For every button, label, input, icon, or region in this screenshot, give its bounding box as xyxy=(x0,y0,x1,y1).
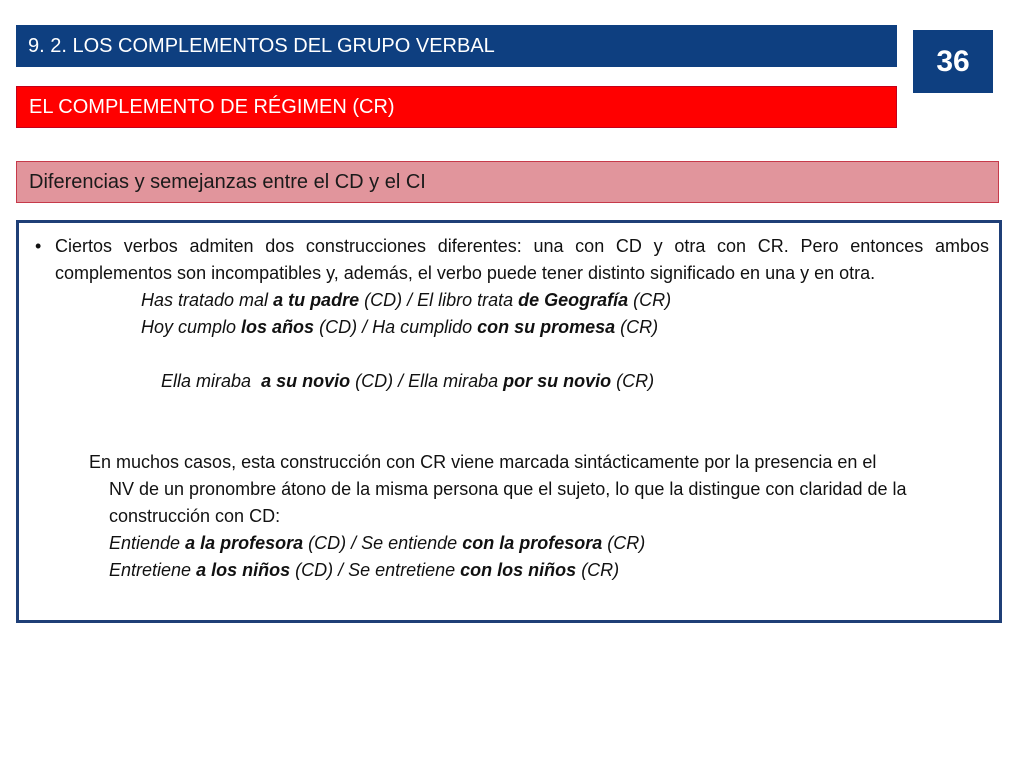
example-line xyxy=(29,557,989,584)
example-emphasis: a su novio xyxy=(261,371,351,391)
example-text: Entretiene xyxy=(109,560,197,580)
example-text: (CD) / Ella miraba xyxy=(350,371,504,391)
subtitle-title: EL COMPLEMENTO DE RÉGIMEN (CR) xyxy=(29,95,395,118)
example-text: (CR) xyxy=(576,560,620,580)
example-emphasis: con su promesa xyxy=(477,317,616,337)
example-text: (CD) / El libro trata xyxy=(359,290,519,310)
page-number: 36 xyxy=(936,44,970,78)
example-text: Hoy cumplo xyxy=(141,317,242,337)
example-line xyxy=(29,287,989,314)
paragraph-first-line: En muchos casos, esta construcción con CR viene marcada sintácticamente por la presencia en el xyxy=(89,452,877,472)
example-text: (CD) / Se entretiene xyxy=(290,560,461,580)
page-number-box xyxy=(913,30,993,93)
example-emphasis: de Geografía xyxy=(518,290,629,310)
example-emphasis: por su novio xyxy=(503,371,612,391)
example-emphasis: con la profesora xyxy=(462,533,603,553)
example-text: (CR) xyxy=(611,371,655,391)
example-emphasis: a la profesora xyxy=(185,533,304,553)
example-text: (CR) xyxy=(615,317,659,337)
example-emphasis: con los niños xyxy=(460,560,577,580)
section-header xyxy=(16,161,999,203)
example-text: Ella miraba xyxy=(161,371,262,391)
bullet-text: Ciertos verbos admiten dos construcciones diferentes: una con CD y otra con CR. Pero entonces ambos complementos son incompatibles y, además, el verbo puede tener distinto significado en una y en otra. xyxy=(55,236,989,283)
example-emphasis: a tu padre xyxy=(273,290,360,310)
example-text: Has tratado mal xyxy=(141,290,274,310)
example-emphasis: a los niños xyxy=(196,560,291,580)
header-title: 9. 2. LOS COMPLEMENTOS DEL GRUPO VERBAL xyxy=(28,34,495,57)
section-title: Diferencias y semejanzas entre el CD y el CI xyxy=(29,170,426,193)
bullet-item xyxy=(29,233,989,287)
example-text: (CD) / Ha cumplido xyxy=(314,317,478,337)
example-line xyxy=(29,341,989,422)
example-line xyxy=(29,314,989,341)
example-line xyxy=(29,530,989,557)
slide-subtitle xyxy=(16,86,897,128)
bullet-icon: • xyxy=(35,236,42,256)
example-text: (CR) xyxy=(628,290,672,310)
example-text: Entiende xyxy=(109,533,186,553)
example-emphasis: los años xyxy=(241,317,315,337)
example-text: (CR) xyxy=(602,533,646,553)
slide-header xyxy=(16,25,897,67)
paragraph-continuation: NV de un pronombre átono de la misma persona que el sujeto, lo que la distingue con claridad de la construcción con CD: xyxy=(109,479,907,526)
content-box xyxy=(16,220,1002,623)
example-text: (CD) / Se entiende xyxy=(303,533,463,553)
